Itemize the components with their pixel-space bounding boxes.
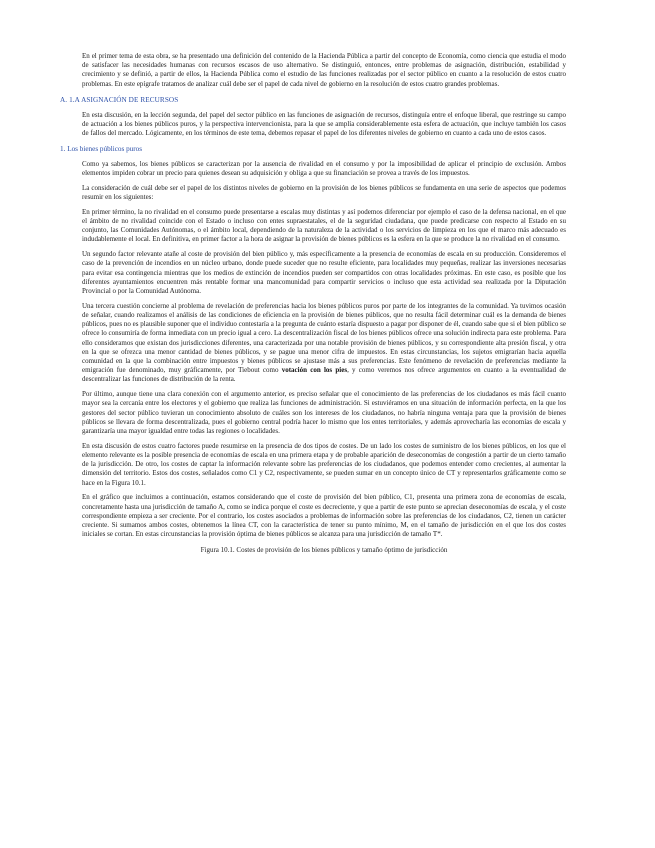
paragraph-2: La consideración de cuál debe ser el papel de los distintos niveles de gobierno en la provisión de los bienes públicos se fundamenta en una serie de aspectos que podemos resumir en los siguientes: [82,183,566,202]
section-intro-paragraph: En esta discusión, en la lección segunda, del papel del sector público en las funciones de asignación de recursos, distinguía entre el enfoque liberal, que restringe su campo de actuación a los bienes públicos puros, y la perspectiva intervencionista, para la que se amplía considerablemente esta esfera de actuación, que incluye también los casos de fallos del mercado. Lógicamente, en los términos de este tema, debemos repasar el papel de los diferentes niveles de gobierno en cuanto a cada uno de estos casos. [82,111,566,138]
paragraph-5-text-a: Una tercera cuestión concierne al problema de revelación de preferencias hacia los bienes públicos puros por parte de los integrantes de la comunidad. Ya tuvimos ocasión de señalar, cuando realizamos el análisis de las condiciones de eficiencia en la provisión de bienes públicos, que no resulta fácil determinar cuál es la demanda de bienes públicos, pues no es plausible suponer que el individuo contestaría a la pregunta de cuánto estaría dispuesto a pagar por disponer de él, cuando sabe que si el bien público se ofrece lo consumiría de forma inmediata con un precio igual a cero. La descentralización fiscal de los bienes públicos ofrece una solución indirecta para este problema. Para ello consideramos que existan dos jurisdicciones diferentes, una caracterizada por una notable provisión de bienes públicos, y su correspondiente alta presión fiscal, y otra en la que se ofrezca una menor cantidad de bienes públicos, y se pague una menor cifra de impuestos. En estas circunstancias, los sujetos emigrarían hacia aquella comunidad en la que la combinación entre impuestos y bienes públicos se ajustase más a sus preferencias. Este fenómeno de revelación de preferencias mediante la emigración fue denominado, muy gráficamente, por Tiebout como [82,301,566,375]
paragraph-6: Por último, aunque tiene una clara conexión con el argumento anterior, es preciso señalar que el conocimiento de las preferencias de los ciudadanos es más fácil cuanto mayor sea la cercanía entre los electores y el gobierno que realiza las funciones de administración. Si estuviéramos en una situación de información perfecta, en la que los gestores del sector público tuvieran un conocimiento absoluto de cuáles son los intereses de los ciudadanos, no habría ninguna ventaja para que la provisión de bienes públicos se llevara de forma descentralizada, pues el gobierno central podría hacer lo mismo que los entes territoriales, y además aprovecharía las economías de escala y garantizaría una mayor igualdad entre todas las regiones o localidades. [82,390,566,436]
paragraph-4: Un segundo factor relevante atañe al coste de provisión del bien público y, más específicamente a la presencia de economías de escala en su producción. Consideremos el caso de la prevención de incendios en un núcleo urbano, donde puede suceder que no resulte eficiente, para localidades muy pequeñas, realizar las inversiones necesarias para evitar esa contingencia mientras que los medios de extinción de incendios pueden ser compartidos con otras localidades próximas. En este caso, es posible que los diferentes ayuntamientos encuentren más rentable formar una mancomunidad para compartir servicios o incluso que esta actividad sea realizada por la Diputación Provincial o por la Comunidad Autónoma. [82,250,566,296]
section-heading: A. 1.A ASIGNACIÓN DE RECURSOS [60,95,179,104]
subsection-heading: 1. Los bienes públicos puros [60,144,143,153]
paragraph-5-bold-term: votación con los pies [281,366,348,375]
paragraph-3: En primer término, la no rivalidad en el consumo puede presentarse a escalas muy distintas y así podemos diferenciar por ejemplo el caso de la defensa nacional, en el que el ámbito de no rivalidad coincide con el Estado o incluso con entes supraestatales, el de la seguridad ciudadana, que puede predicarse con respecto al Estado en su conjunto, las Comunidades Autónomas, o el ámbito local, dependiendo de la naturaleza de la actividad o los servicios de limpieza en los que el marco más adecuado es indudablemente el local. En definitiva, en primer factor a la hora de asignar la provisión de bienes públicos es la esfera en la que se produce la no rivalidad en el consumo. [82,207,566,244]
paragraph-5-text-b: , y como veremos nos ofrece argumentos en cuanto a la eventualidad de descentralizar las funciones de distribución de la renta. [82,366,566,384]
intro-paragraph: En el primer tema de esta obra, se ha presentado una definición del contenido de la Hacienda Pública a partir del concepto de Economía, como ciencia que estudia el modo de satisfacer las necesidades humanas con recursos escasos de uso alternativo. Se distinguió, entonces, entre problemas de asignación, distribución, estabilidad y crecimiento y se definió, a partir de ellos, la Hacienda Pública como el estudio de las funciones realizadas por el sector público en cuanto a la resolución de estos cuatro problemas. En este epígrafe tratamos de analizar cuál debe ser el papel de cada nivel de gobierno en la resolución de estos cuatro grandes problemas. [82,52,566,88]
paragraph-1: Como ya sabemos, los bienes públicos se caracterizan por la ausencia de rivalidad en el consumo y por la imposibilidad de aplicar el principio de exclusión. Ambos elementos impiden cobrar un precio para quienes desean su adquisición y obliga a que su financiación se provea a través de los impuestos. [82,159,566,178]
paragraph-7: En esta discusión de estos cuatro factores puede resumirse en la presencia de dos tipos de costes. De un lado los costes de suministro de los bienes públicos, en los que el elemento relevante es la posible presencia de economías de escala en una primera etapa y de probable aparición de deseconomías de congestión a partir de un cierto tamaño de la jurisdicción. De otro, los costes de captar la información relevante sobre las preferencias de los ciudadanos, que podemos entender como crecientes, al aumentar la dimensión del territorio. Estos dos costes, señalados como C1 y C2, respectivamente, se pueden sumar en un concepto único de CT y representarlos gráficamente como se hace en la Figura 10.1. [82,441,566,487]
paragraph-8: En el gráfico que incluimos a continuación, estamos considerando que el coste de provisión del bien público, C1, presenta una primera zona de economías de escala, concretamente hasta una jurisdicción de tamaño A, como se indica porque el coste es decreciente, y que a partir de este punto se aprecian deseconomías de escala, y el coste correspondiente empieza a ser creciente. Por el contrario, los costes asociados a problemas de información sobre las preferencias de los ciudadanos, C2, tienen un carácter creciente. Si sumamos ambos costes, obtenemos la línea CT, con la característica de tener su punto mínimo, M, en el tamaño de jurisdicción en el que los dos costes iniciales se cortan. En estas circunstancias la provisión óptima de bienes públicos se alcanza para una jurisdicción de tamaño T*. [82,493,566,539]
document-body [60,52,566,555]
figure-caption: Figura 10.1. Costes de provisión de los bienes públicos y tamaño óptimo de jurisdicción [200,545,448,554]
paragraph-5 [82,302,566,385]
